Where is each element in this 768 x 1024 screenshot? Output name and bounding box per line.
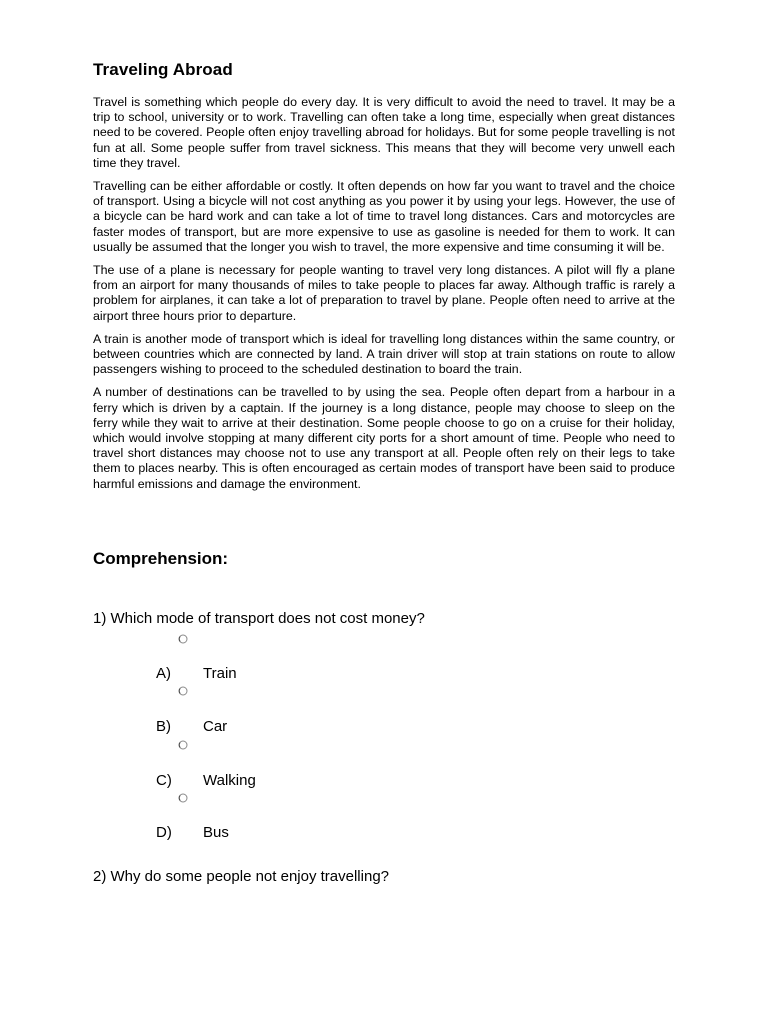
passage-paragraph: Travel is something which people do every day. It is very difficult to avoid the need to travel. It may be a trip to school, university or to work. Travelling can often take a long time, especially when great distances need to be covered. People often enjoy travelling abroad for holidays. But for some people travelling is not fun at all. Some people suffer from travel sickness. This means that they will become very unwell each time they travel. [93,95,675,170]
radio-button-option-a[interactable] [178,634,188,644]
option-c-letter: C) [156,772,172,789]
question-2-text: 2) Why do some people not enjoy travelling? [93,868,390,885]
radio-button-option-b[interactable] [178,686,188,696]
radio-circle-icon [178,740,188,750]
passage-paragraph: The use of a plane is necessary for people wanting to travel very long distances. A pilot will fly a plane from an airport for many thousands of miles to take people to places far away. Although traffic is rarely a problem for airplanes, it can take a lot of preparation to travel by plane. People often need to arrive at the airport three hours prior to departure. [93,263,675,323]
option-b-letter: B) [156,718,171,735]
reading-passage [93,95,675,500]
option-d-label: Bus [203,824,229,841]
option-c-label: Walking [203,772,256,789]
option-a-letter: A) [156,665,171,682]
option-a-label: Train [203,665,237,682]
radio-button-option-d[interactable] [178,793,188,803]
option-b-label: Car [203,718,228,735]
radio-circle-icon [178,686,188,696]
comprehension-heading: Comprehension: [93,549,229,568]
passage-paragraph: A train is another mode of transport which is ideal for travelling long distances within the same country, or between countries which are connected by land. A train driver will stop at train stations on route to allow passengers wishing to proceed to the scheduled destination to board the train. [93,331,675,377]
passage-paragraph: Travelling can be either affordable or costly. It often depends on how far you want to travel and the choice of transport. Using a bicycle will not cost anything as you power it by using your legs. However, the use of a bicycle can be hard work and can take a lot of time to travel long distances. Cars and motorcycles are faster modes of transport, but are more expensive to use as gasoline is needed for them to work. It can usually be assumed that the longer you wish to travel, the more expensive and time consuming it will be. [93,179,675,254]
radio-circle-icon [178,793,188,803]
question-1-text: 1) Which mode of transport does not cost money? [93,610,425,627]
option-d-letter: D) [156,824,172,841]
passage-paragraph: A number of destinations can be travelled to by using the sea. People often depart from a harbour in a ferry which is driven by a captain. If the journey is a long distance, people may choose to sleep on the ferry while they wait to arrive at their destination. Some people choose to go on a cruise for their holiday, which would involve stopping at many different city ports for a short amount of time. People who need to travel short distances may choose not to use any transport at all. People often rely on their legs to take them to places nearby. This is often encouraged as certain modes of transport have been said to produce harmful emissions and damage the environment. [93,385,675,491]
radio-button-option-c[interactable] [178,740,188,750]
document-title: Traveling Abroad [93,60,233,79]
radio-circle-icon [178,634,188,644]
